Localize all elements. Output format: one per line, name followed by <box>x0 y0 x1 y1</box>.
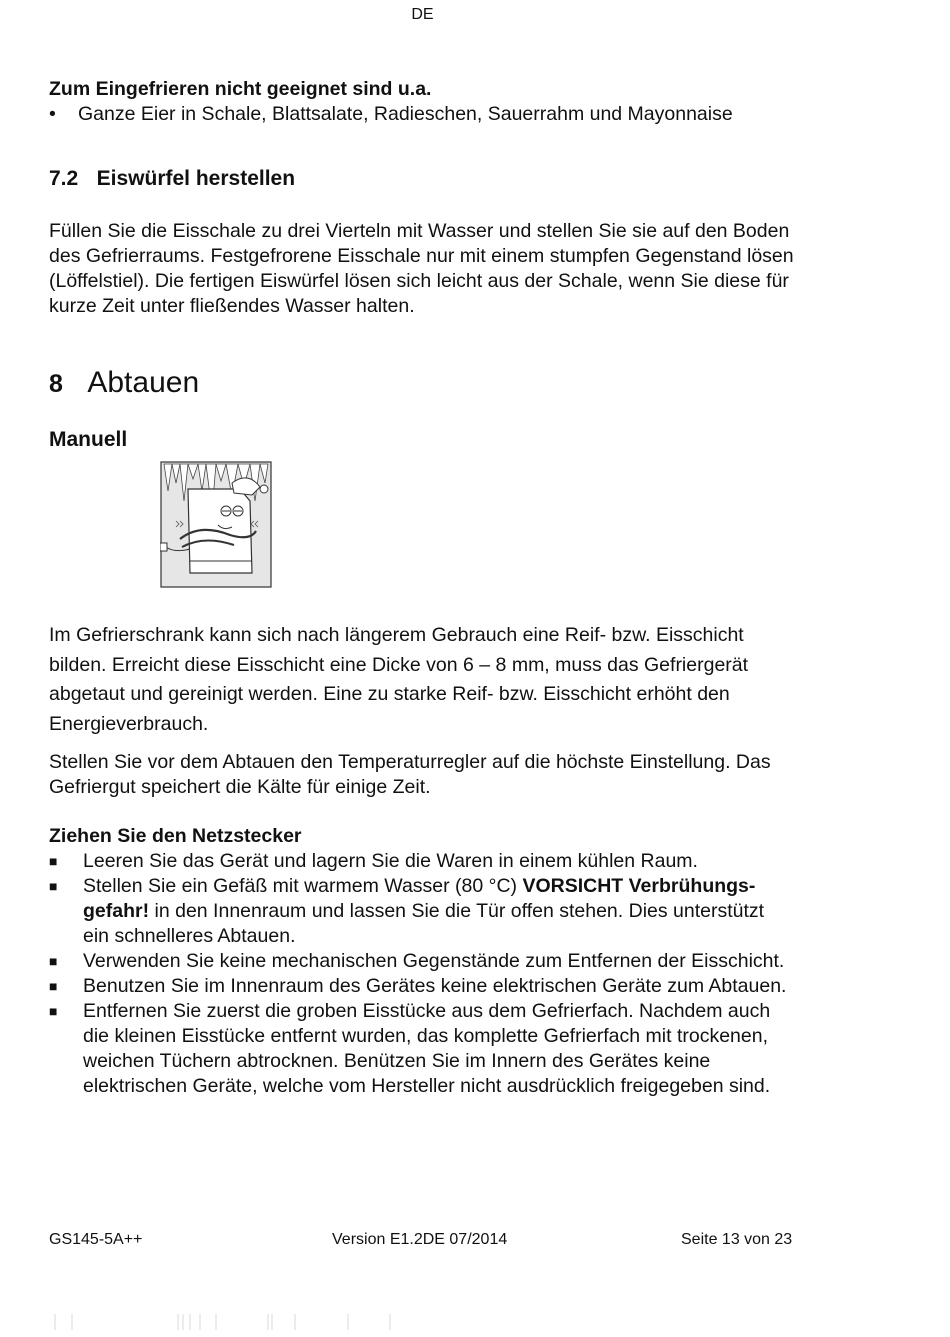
square-bullet-icon: ■ <box>49 1003 58 1019</box>
section-8-intro <box>49 621 869 739</box>
step-3-text: Verwenden Sie keine mechanischen Gegenstände zum Entfernen der Eisschicht. <box>83 950 785 972</box>
section-7-2-heading <box>49 167 295 191</box>
header-language: DE <box>411 6 434 23</box>
step-2-post-b: ein schnelleres Abtauen. <box>83 925 296 947</box>
step-2 <box>49 874 869 949</box>
frozen-freezer-icon <box>160 461 272 588</box>
text-line: Entfernen Sie zuerst die groben Eisstücke aus dem Gefrierfach. Nachdem auch <box>83 1000 771 1022</box>
text-line: des Gefrierraums. Festgefrorene Eisschale nur mit einem stumpfen Gegenstand lösen <box>49 245 794 267</box>
text-line: Energieverbrauch. <box>49 712 209 735</box>
section-8-heading <box>49 366 199 400</box>
text-line: abgetaut und gereinigt werden. Eine zu starke Reif- bzw. Eisschicht erhöht den <box>49 683 730 705</box>
text-line: (Löffelstiel). Die fertigen Eiswürfel lösen sich leicht aus der Schale, wenn Sie diese für <box>49 270 789 292</box>
text-line: Füllen Sie die Eisschale zu drei Vierteln mit Wasser und stellen Sie sie auf den Boden <box>49 220 790 242</box>
freeze-unsuitable-text: Ganze Eier in Schale, Blattsalate, Radieschen, Sauerrahm und Mayonnaise <box>78 103 733 125</box>
defrost-illustration <box>160 461 272 588</box>
text-line: die kleinen Eisstücke entfernt wurden, das komplette Gefrierfach mit trockenen, <box>83 1025 769 1047</box>
section-8-subtitle: Manuell <box>49 428 128 451</box>
text-line: Gefriergut speichert die Kälte für einige Zeit. <box>49 776 431 798</box>
section-7-2-body <box>49 219 869 319</box>
step-2-post-a: in den Innenraum und lassen Sie die Tür offen stehen. Dies unterstützt <box>149 900 765 922</box>
square-bullet-icon: ■ <box>49 953 58 969</box>
text-line: elektrischen Geräte, welche vom Hersteller nicht ausdrücklich freigegeben sind. <box>83 1075 771 1097</box>
step-5-text <box>83 999 869 1099</box>
bullet-dot-icon: • <box>49 103 56 125</box>
scan-artifacts <box>50 1312 450 1332</box>
text-line: Stellen Sie vor dem Abtauen den Temperaturregler auf die höchste Einstellung. Das <box>49 751 771 773</box>
square-bullet-icon: ■ <box>49 853 58 869</box>
square-bullet-icon: ■ <box>49 878 58 894</box>
freeze-unsuitable-heading: Zum Eingefrieren nicht geeignet sind u.a. <box>49 78 432 100</box>
square-bullet-icon: ■ <box>49 978 58 994</box>
step-1-text: Leeren Sie das Gerät und lagern Sie die Waren in einem kühlen Raum. <box>83 850 698 872</box>
step-2-text <box>83 874 869 949</box>
section-8-number: 8 <box>49 370 63 398</box>
section-8-title: Abtauen <box>87 366 200 399</box>
footer-version: Version E1.2DE 07/2014 <box>332 1231 508 1248</box>
step-2-warning-b: gefahr! <box>83 900 150 922</box>
footer-page-number: Seite 13 von 23 <box>681 1231 793 1248</box>
section-7-2-number: 7.2 <box>49 167 79 190</box>
text-line: Im Gefrierschrank kann sich nach längerem Gebrauch eine Reif- bzw. Eisschicht <box>49 624 744 646</box>
text-line: weichen Tüchern abtrocknen. Benützen Sie im Innern des Gerätes keine <box>83 1050 711 1072</box>
text-line: bilden. Erreicht diese Eisschicht eine Dicke von 6 – 8 mm, muss das Gefriergerät <box>49 653 749 676</box>
step-4-text: Benutzen Sie im Innenraum des Gerätes keine elektrischen Geräte zum Abtauen. <box>83 975 787 997</box>
step-2-warning-a: VORSICHT Verbrühungs- <box>522 875 756 897</box>
unplug-heading: Ziehen Sie den Netzstecker <box>49 825 302 847</box>
step-5 <box>49 999 869 1099</box>
section-7-2-title: Eiswürfel herstellen <box>96 167 296 190</box>
section-8-temperature <box>49 750 869 800</box>
text-line: kurze Zeit unter fließendes Wasser halten. <box>49 295 415 317</box>
step-2-pre: Stellen Sie ein Gefäß mit warmem Wasser (80 °C) <box>83 875 523 897</box>
footer-model: GS145-5A++ <box>49 1231 143 1248</box>
